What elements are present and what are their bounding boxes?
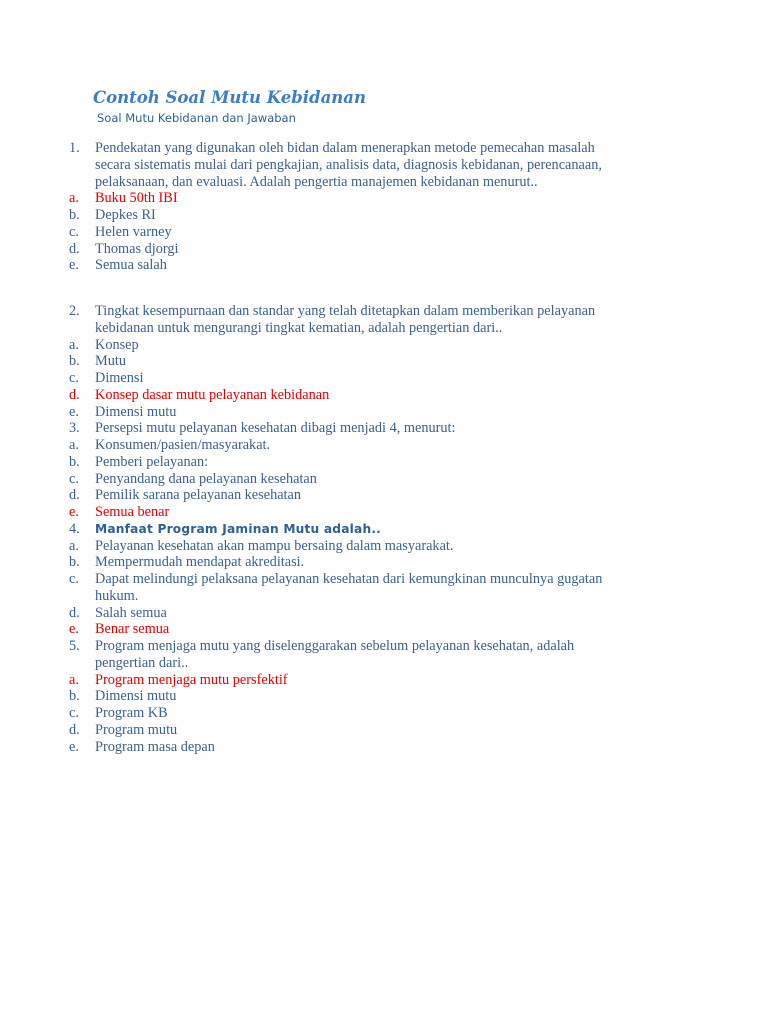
option-text: Dimensi <box>95 370 144 386</box>
option-d <box>69 241 659 258</box>
option-text: Benar semua <box>95 621 170 638</box>
question-text: secara sistematis mulai dari pengkajian, analisis data, diagnosis kebidanan, perencanaan, <box>95 156 602 173</box>
option-a <box>69 337 659 354</box>
option-text: Mutu <box>95 353 126 370</box>
option-letter: d. <box>69 386 80 403</box>
option-b <box>69 688 659 705</box>
option-a-correct <box>69 672 659 689</box>
option-c-continued <box>69 588 659 605</box>
option-e-correct <box>69 504 659 521</box>
option-text: Program masa depan <box>95 738 215 755</box>
option-letter: e. <box>69 257 79 274</box>
option-text: Konsep dasar mutu pelayanan kebidanan <box>95 386 330 403</box>
option-text: Program mutu <box>95 721 178 738</box>
option-letter: e. <box>69 403 79 420</box>
option-text: Mempermudah mendapat akreditasi. <box>95 554 305 571</box>
question-line <box>69 174 659 191</box>
option-e <box>69 404 659 421</box>
option-letter: c. <box>69 223 79 240</box>
question-list <box>69 140 659 755</box>
option-letter: b. <box>69 688 80 705</box>
question-text: Persepsi mutu pelayanan kesehatan dibagi menjadi 4, menurut: <box>95 420 456 437</box>
option-text: Depkes RI <box>95 207 156 223</box>
option-letter: a. <box>69 437 79 453</box>
option-letter: e. <box>69 504 79 520</box>
question-line <box>69 521 659 538</box>
option-d <box>69 722 659 739</box>
option-text: Dapat melindungi pelaksana pelayanan kesehatan dari kemungkinan munculnya gugatan <box>95 571 603 587</box>
question-text: Tingkat kesempurnaan dan standar yang telah ditetapkan dalam memberikan pelayanan <box>95 303 596 319</box>
question-line <box>69 157 659 174</box>
option-letter: a. <box>69 537 79 554</box>
question-text: Pendekatan yang digunakan oleh bidan dalam menerapkan metode pemecahan masalah <box>95 140 595 156</box>
option-d <box>69 487 659 504</box>
question-2 <box>69 303 659 420</box>
question-text: Program menjaga mutu yang diselenggarakan sebelum pelayanan kesehatan, adalah <box>95 638 575 654</box>
question-number: 2. <box>69 303 80 319</box>
option-c <box>69 705 659 722</box>
question-text: kebidanan untuk mengurangi tingkat kematian, adalah pengertian dari.. <box>95 319 503 336</box>
option-c <box>69 370 659 387</box>
question-1 <box>69 140 659 274</box>
option-letter: b. <box>69 554 80 571</box>
question-text: pelaksanaan, dan evaluasi. Adalah pengertia manajemen kebidanan menurut.. <box>95 173 538 190</box>
option-text: Dimensi mutu <box>95 688 177 705</box>
option-text: Pelayanan kesehatan akan mampu bersaing dalam masyarakat. <box>95 537 454 554</box>
option-b <box>69 554 659 571</box>
option-b <box>69 353 659 370</box>
question-5 <box>69 638 659 755</box>
question-line <box>69 420 659 437</box>
option-e <box>69 257 659 274</box>
option-letter: b. <box>69 453 80 470</box>
option-letter: c. <box>69 705 79 721</box>
option-text: Konsumen/pasien/masyarakat. <box>95 437 271 453</box>
document-subtitle: Soal Mutu Kebidanan dan Jawaban <box>97 111 296 125</box>
option-a-correct <box>69 190 659 207</box>
option-letter: c. <box>69 571 79 587</box>
option-letter: d. <box>69 604 80 621</box>
option-text: Program menjaga mutu persfektif <box>95 671 288 688</box>
option-b <box>69 207 659 224</box>
option-letter: c. <box>69 470 79 487</box>
option-text: Semua salah <box>95 257 167 274</box>
option-a <box>69 437 659 454</box>
option-text: Semua benar <box>95 504 170 520</box>
option-c <box>69 571 659 588</box>
option-letter: d. <box>69 240 80 257</box>
question-number: 3. <box>69 420 80 437</box>
question-number: 4. <box>69 520 80 537</box>
option-letter: a. <box>69 671 79 688</box>
question-text: Manfaat Program Jaminan Mutu adalah.. <box>95 521 381 536</box>
option-letter: a. <box>69 336 79 353</box>
option-e <box>69 739 659 756</box>
option-text: Salah semua <box>95 604 167 621</box>
option-letter: c. <box>69 370 79 386</box>
option-letter: e. <box>69 738 79 755</box>
option-text: Helen varney <box>95 223 172 240</box>
option-text: Pemberi pelayanan: <box>95 453 209 470</box>
question-number: 5. <box>69 638 80 654</box>
option-letter: d. <box>69 721 80 738</box>
question-line <box>69 303 659 320</box>
option-text: Buku 50th IBI <box>95 190 178 207</box>
spacer <box>69 274 659 303</box>
option-letter: d. <box>69 487 80 504</box>
option-letter: a. <box>69 190 79 207</box>
option-a <box>69 538 659 555</box>
option-letter: b. <box>69 353 80 370</box>
option-text: Konsep <box>95 336 139 353</box>
option-e-correct <box>69 621 659 638</box>
option-text: Thomas djorgi <box>95 240 179 257</box>
question-text: pengertian dari.. <box>95 654 189 671</box>
question-line <box>69 140 659 157</box>
question-line <box>69 320 659 337</box>
question-4 <box>69 521 659 638</box>
option-letter: e. <box>69 621 79 638</box>
option-b <box>69 454 659 471</box>
option-d <box>69 605 659 622</box>
option-text: Dimensi mutu <box>95 403 177 420</box>
question-line <box>69 638 659 655</box>
option-text: Pemilik sarana pelayanan kesehatan <box>95 487 302 504</box>
question-number: 1. <box>69 140 80 156</box>
option-c <box>69 471 659 488</box>
document-title: Contoh Soal Mutu Kebidanan <box>93 88 366 107</box>
option-c <box>69 224 659 241</box>
option-text: Program KB <box>95 705 168 721</box>
question-line <box>69 655 659 672</box>
option-letter: b. <box>69 207 80 223</box>
option-d-correct <box>69 387 659 404</box>
option-text: hukum. <box>95 587 139 604</box>
question-3 <box>69 420 659 521</box>
option-text: Penyandang dana pelayanan kesehatan <box>95 470 317 487</box>
